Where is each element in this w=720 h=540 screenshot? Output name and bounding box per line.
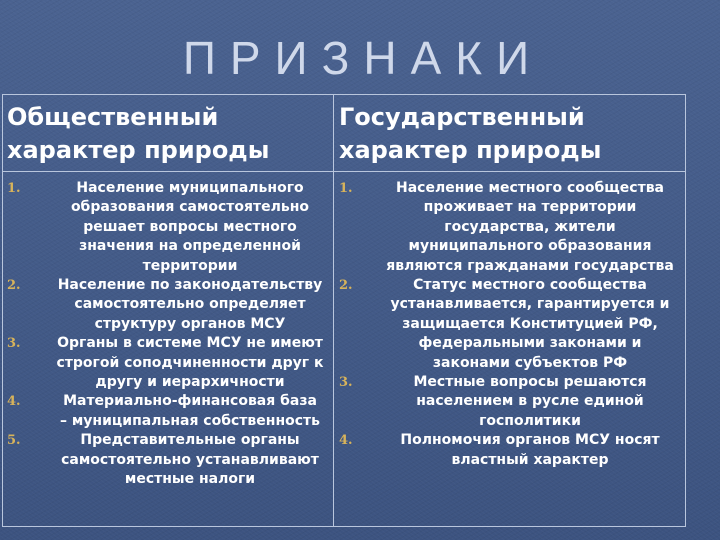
list-item-line: защищается Конституцией РФ, (402, 315, 658, 332)
list-item (7, 334, 329, 392)
list-item-number: 4. (7, 394, 21, 410)
list-item-line: властный характер (451, 451, 609, 468)
list-item-line: самостоятельно определяет (74, 296, 306, 313)
list-item-number: 1. (339, 181, 353, 196)
list-item-text (377, 179, 683, 276)
list-item-number: 3. (339, 375, 353, 390)
column-divider (333, 95, 334, 526)
list-item-line: строгой соподчиненности друг к (56, 354, 324, 371)
list-item-line: муниципального образования (408, 238, 652, 255)
list-item-line: государства, жители (444, 218, 616, 235)
list-item-number: 4. (339, 433, 353, 449)
list-item-line: Материально-финансовая база (63, 393, 317, 410)
list-item-text (51, 334, 329, 392)
list-item-number: 2. (7, 278, 21, 294)
list-item-line: федеральными законами и (418, 335, 642, 352)
list-item-line: проживает на территории (423, 199, 637, 216)
list-item-text (51, 179, 329, 276)
list-item-text (51, 276, 329, 334)
list-item-line: самостоятельно устанавливают (61, 451, 319, 468)
list-item-line: Органы в системе МСУ не имеют (57, 335, 323, 352)
list-item-text (377, 276, 683, 373)
list-item-line: Представительные органы (80, 432, 300, 449)
list-item-line: законами субъектов РФ (432, 354, 628, 371)
list-item (7, 431, 329, 489)
list-item-number: 3. (7, 336, 21, 352)
list-item-line: значения на определенной (79, 238, 301, 255)
list-item-line: Статус местного сообщества (413, 277, 647, 293)
list-item-number: 1. (7, 181, 21, 196)
list-item-line: образования самостоятельно (70, 199, 310, 216)
list-item-line: госполитики (479, 412, 581, 429)
list-item-line: местные налоги (124, 471, 256, 488)
list-item (339, 373, 683, 431)
list-item-line: структуру органов МСУ (94, 315, 286, 332)
list-item-line: территории (142, 257, 238, 274)
list-item-text (51, 392, 329, 431)
list-item-line: Население местного сообщества (395, 180, 664, 196)
list-item-line: Население по законодательству (57, 277, 323, 294)
list-item (7, 276, 329, 334)
list-item-line: Население муниципального (76, 180, 304, 196)
right-column-header (339, 101, 679, 167)
left-column-list (7, 179, 329, 490)
list-item-line: – муниципальная собственность (59, 412, 320, 429)
left-header-line: Общественный (7, 103, 219, 131)
list-item-number: 5. (7, 433, 21, 449)
list-item (339, 179, 683, 276)
list-item-line: решает вопросы местного (83, 218, 297, 235)
list-item-line: другу и иерархичности (95, 374, 285, 391)
list-item-line: Местные вопросы решаются (413, 374, 647, 390)
comparison-table (2, 94, 686, 527)
list-item (339, 276, 683, 373)
list-item-text (377, 373, 683, 431)
list-item-text (51, 431, 329, 489)
page-title: ПРИЗНАКИ (182, 32, 544, 84)
list-item (7, 392, 329, 431)
right-header-line: характер природы (339, 136, 602, 164)
list-item (339, 431, 683, 470)
list-item-line: являются гражданами государства (386, 257, 674, 274)
list-item-text (377, 431, 683, 470)
list-item-line: Полномочия органов МСУ носят (400, 432, 660, 449)
right-header-line: Государственный (339, 103, 585, 131)
list-item (7, 179, 329, 276)
left-header-line: характер природы (7, 136, 270, 164)
list-item-number: 2. (339, 278, 353, 293)
list-item-line: населением в русле единой (416, 393, 644, 410)
left-column-header (7, 101, 327, 167)
header-divider (3, 171, 685, 172)
list-item-line: устанавливается, гарантируется и (390, 296, 670, 313)
